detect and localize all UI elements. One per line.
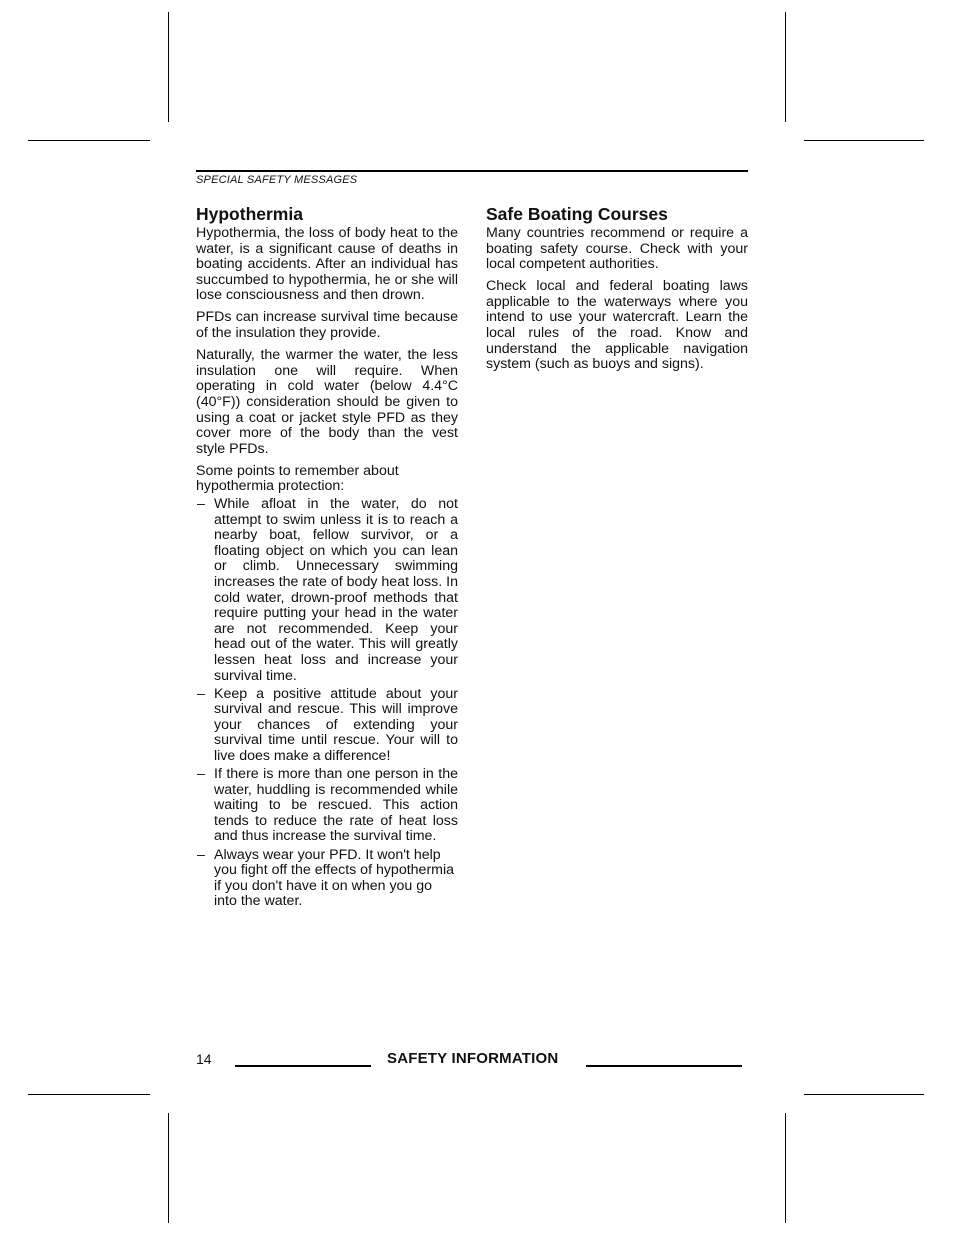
footer-title: SAFETY INFORMATION (387, 1050, 559, 1067)
running-head: SPECIAL SAFETY MESSAGES (196, 174, 358, 186)
paragraph: Some points to remember about hypothermia protection: (196, 462, 399, 495)
list-item (196, 687, 458, 765)
crop-mark (804, 1094, 924, 1095)
crop-mark (28, 140, 150, 141)
crop-mark (785, 12, 786, 122)
section-title-safe-boating-courses: Safe Boating Courses (486, 204, 668, 224)
list-item-text: Always wear your PFD. It won't help you fight off the effects of hypothermia if you don't have it on when you go into the water. (214, 846, 455, 910)
list-item (196, 848, 458, 910)
list-item-text: If there is more than one person in the water, huddling is recommended while waiting to be rescued. This action tends to reduce the rate of heat loss and thus increase the survival time. (214, 766, 458, 845)
crop-mark (168, 12, 169, 122)
footer-rule-right (586, 1065, 742, 1067)
paragraph: Hypothermia, the loss of body heat to the water, is a significant cause of deaths in boating accidents. After an individual has succumbed to hypothermia, he or she will lose consciousness and then drown. (196, 225, 458, 304)
bullet-dash: – (197, 846, 205, 863)
paragraph: Check local and federal boating laws applicable to the waterways where you intend to use your watercraft. Learn the local rules of the road. Know and understand the applicable navigation system (such as buoys and signs). (486, 278, 748, 373)
paragraph: Naturally, the warmer the water, the less insulation one will require. When operating in cold water (below 4.4°C (40°F)) consideration should be given to using a coat or jacket style PFD as they cover more of the body than the vest style PFDs. (196, 347, 458, 457)
page-number: 14 (196, 1051, 212, 1067)
right-column (486, 204, 748, 379)
footer-rule-left (235, 1065, 371, 1067)
crop-mark (168, 1113, 169, 1223)
paragraph: PFDs can increase survival time because of the insulation they provide. (196, 309, 458, 342)
list-item (196, 497, 458, 684)
section-title-hypothermia: Hypothermia (196, 204, 303, 224)
list-item-text: Keep a positive attitude about your survival and rescue. This will improve your chances of extending your survival time until rescue. Your will to live does make a difference! (214, 685, 458, 764)
crop-mark (785, 1113, 786, 1223)
bullet-list (196, 497, 458, 910)
crop-mark (28, 1094, 150, 1095)
left-column (196, 204, 458, 912)
list-item (196, 767, 458, 845)
list-item-text: While afloat in the water, do not attempt to swim unless it is to reach a nearby boat, fellow survivor, or a floating object on which you can lean or climb. Unnecessary swimming increases the rate of body heat loss. In cold water, drown-proof methods that require putting your head in the water are not recommended. Keep your head out of the water. This will greatly lessen heat loss and increase your survival time. (214, 496, 458, 684)
page-footer (196, 1050, 748, 1070)
header-rule (196, 170, 748, 172)
bullet-dash: – (197, 766, 205, 783)
bullet-dash: – (197, 685, 205, 702)
crop-mark (804, 140, 924, 141)
bullet-dash: – (197, 496, 205, 512)
paragraph: Many countries recommend or require a boating safety course. Check with your local competent authorities. (486, 225, 748, 273)
